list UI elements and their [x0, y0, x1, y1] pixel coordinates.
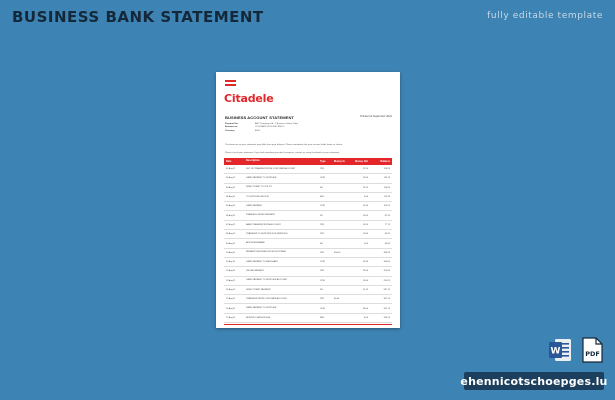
transactions-table	[224, 158, 392, 325]
row-date: 16 Aug 21	[226, 307, 236, 310]
table-row	[224, 258, 392, 267]
row-type: TFR	[320, 298, 325, 301]
row-description: PAYMENT RECEIVED FROM CUSTOMER	[246, 251, 287, 254]
row-description: CARD PAYMENT TO SUPPLIER	[246, 307, 277, 310]
row-money-out: 18.75	[362, 186, 368, 189]
meta-key: Prepared for	[225, 123, 239, 125]
table-row	[224, 304, 392, 313]
row-date: 04 Aug 21	[226, 196, 236, 199]
row-date: 11 Aug 21	[226, 261, 236, 264]
meta-value: LV12 PARX 0123 4567 8901 2	[255, 126, 285, 129]
row-date: 09 Aug 21	[226, 242, 236, 245]
row-money-out: 25.00	[362, 270, 368, 273]
row-description: CARD PAYMENT TO MERCHANT	[246, 260, 278, 263]
citadele-logo-icon	[225, 80, 236, 89]
table-body	[224, 165, 392, 323]
row-type: CPM	[320, 279, 325, 282]
row-balance: 340.65	[383, 261, 390, 264]
row-money-out: 20.30	[362, 261, 368, 264]
meta-value: EUR	[255, 129, 260, 132]
row-type: DD	[320, 242, 324, 245]
row-money-out: 11.80	[362, 233, 368, 236]
row-description: TRANSFER FROM CUSTOMER ACCOUNT	[246, 297, 288, 300]
row-date: 05 Aug 21	[226, 205, 236, 208]
table-row	[224, 314, 392, 323]
row-balance: 315.65	[383, 270, 390, 273]
statement-document	[216, 72, 400, 328]
table-row	[224, 295, 392, 304]
table-row	[224, 267, 392, 276]
row-balance: 299.25	[383, 279, 390, 282]
table-row	[224, 277, 392, 286]
row-description: OUT OF TRANSFER FROM CUSTOMER ACCOUNT	[246, 167, 296, 170]
table-row	[224, 249, 392, 258]
row-balance: 143.70	[383, 177, 390, 180]
row-balance: 87.95	[384, 214, 390, 217]
promo-title: BUSINESS BANK STATEMENT	[12, 8, 264, 26]
statement-meta	[225, 123, 385, 133]
table-row	[224, 239, 392, 248]
meta-key: Account no.	[225, 126, 238, 129]
pdf-icon	[582, 337, 603, 363]
row-date: 06 Aug 21	[226, 214, 236, 217]
row-description: CARD PAYMENT	[246, 204, 263, 207]
row-balance: 60.95	[384, 242, 390, 245]
meta-row	[225, 130, 385, 133]
promo-subtitle: fully editable template	[487, 11, 603, 21]
row-money-out: 10.20	[362, 223, 368, 226]
row-money-out: 4.00	[363, 316, 368, 319]
col-money-out: Money Out	[355, 160, 368, 163]
row-type: DD	[320, 289, 324, 291]
col-money-in: Money In	[334, 160, 345, 163]
table-row	[224, 230, 392, 239]
row-description: CARD PAYMENT TO SUPPLIER ACCOUNT	[246, 279, 288, 282]
row-date: 10 Aug 21	[226, 251, 236, 254]
row-type: TFR	[320, 168, 325, 171]
row-description: DIRECT DEBIT PAYMENT	[246, 288, 271, 291]
meta-value: ABC Company Ltd., 1 Business Street, Riga	[255, 123, 298, 125]
site-badge[interactable]	[460, 372, 608, 390]
row-money-out: 15.00	[362, 214, 368, 217]
table-row	[224, 211, 392, 220]
row-type: SO	[320, 214, 324, 217]
table-row	[224, 193, 392, 202]
bank-brand: Citadele	[224, 92, 274, 105]
row-description: TO SUPPLIER INVOICE	[246, 195, 269, 198]
row-date: 01 Aug 21	[226, 168, 236, 171]
meta-key: Currency	[225, 129, 235, 132]
row-type: TFR	[320, 233, 325, 236]
row-description: STANDING ORDER PAYMENT	[246, 214, 275, 217]
table-row	[224, 221, 392, 230]
statement-heading: BUSINESS ACCOUNT STATEMENT	[225, 115, 294, 120]
row-money-out: 5.00	[363, 242, 368, 245]
row-money-out: 16.40	[362, 279, 368, 282]
row-date: 07 Aug 21	[226, 223, 236, 226]
table-row	[224, 184, 392, 193]
row-money-in: 80.00	[334, 298, 340, 301]
row-money-out: 12.20	[362, 168, 368, 171]
row-money-out: 14.50	[362, 177, 368, 180]
row-balance: 367.15	[383, 298, 390, 301]
row-date: 02 Aug 21	[226, 177, 236, 180]
svg-text:W: W	[550, 346, 561, 357]
row-date: 13 Aug 21	[226, 279, 236, 282]
row-description: DIRECT DEBIT TO UTILITY	[246, 186, 273, 189]
row-date: 08 Aug 21	[226, 233, 236, 236]
row-date: 15 Aug 21	[226, 298, 236, 301]
row-description: ONLINE PAYMENT	[246, 270, 265, 273]
table-row	[224, 202, 392, 211]
row-date: 03 Aug 21	[226, 186, 236, 189]
row-date: 12 Aug 21	[226, 270, 236, 273]
row-balance: 158.20	[383, 168, 390, 171]
table-row	[224, 174, 392, 183]
row-money-in: 300.00	[334, 251, 341, 254]
site-url[interactable]: ehennicotschoepges.lu	[460, 374, 608, 388]
row-balance: 337.15	[383, 307, 390, 310]
row-type: BGC	[320, 196, 325, 199]
row-money-out: 12.10	[362, 289, 368, 291]
col-balance: Balance	[380, 160, 390, 163]
row-balance: 360.95	[383, 251, 390, 254]
row-balance: 124.95	[383, 186, 390, 189]
col-type: Type	[320, 160, 326, 163]
table-header	[224, 158, 392, 165]
table-end-rule	[224, 324, 392, 325]
row-type: CPM	[320, 177, 325, 180]
row-type: FEE	[320, 316, 325, 319]
row-date: 17 Aug 21	[226, 316, 236, 319]
row-description: MONTHLY SERVICE FEE	[246, 316, 271, 319]
row-type: DD	[320, 186, 324, 189]
row-type: CPM	[320, 307, 325, 310]
statement-date: Printed 12 September 2021	[360, 115, 392, 118]
statement-intro: The balances on your statement may differ from your balance. Please remember that your account holds funds as shown.	[225, 144, 343, 146]
row-balance: 65.95	[384, 233, 390, 236]
row-balance: 287.15	[383, 289, 390, 291]
row-description: CARD PAYMENT TO SUPPLIER	[246, 177, 277, 180]
row-date: 14 Aug 21	[226, 289, 236, 291]
col-description: Description	[246, 159, 260, 163]
word-icon	[548, 338, 572, 362]
col-date: Date	[226, 160, 232, 163]
row-type: CPM	[320, 261, 325, 264]
row-balance: 333.15	[383, 316, 390, 319]
row-description: ATM WITHDRAWAL	[246, 242, 265, 245]
svg-text:PDF: PDF	[585, 350, 600, 358]
row-balance: 77.75	[384, 223, 390, 226]
row-type: TFR	[320, 270, 325, 273]
row-money-out: 12.40	[362, 205, 368, 208]
statement-intro-2: Please check your statement. If you find something you don't recognise, contact us using the details in your statement.	[225, 152, 340, 154]
row-description: TRANSFER TO SUPPLIER FOR SERVICES	[246, 232, 288, 235]
table-row	[224, 286, 392, 295]
row-type: CPM	[320, 205, 325, 208]
row-type: TFR	[320, 223, 325, 226]
row-balance: 102.95	[383, 205, 390, 208]
row-type: TFR	[320, 251, 325, 254]
row-balance: 115.35	[383, 196, 390, 199]
row-money-out: 30.00	[362, 307, 368, 310]
table-row	[224, 165, 392, 174]
row-description: BANK TRANSFER FROM ACCOUNT	[246, 223, 281, 226]
row-money-out: 9.60	[363, 196, 368, 199]
